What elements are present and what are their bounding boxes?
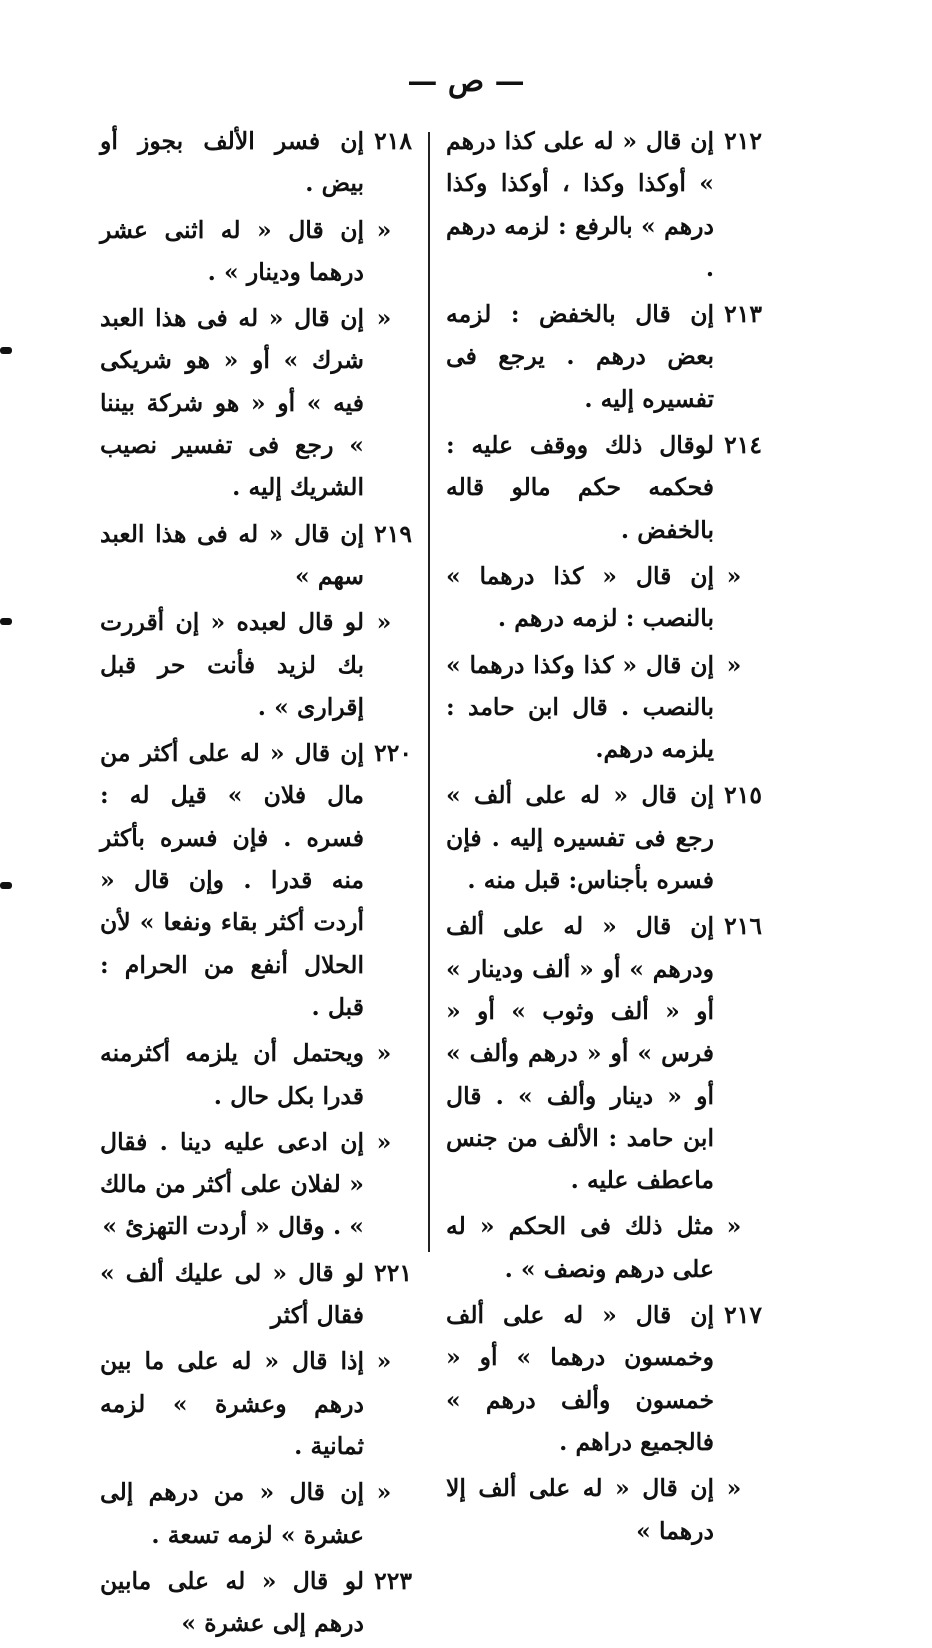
entry-text: إن قال « له فى هذا العبد سهم » bbox=[100, 519, 364, 590]
ditto-mark: « bbox=[376, 1478, 392, 1507]
entry-215 bbox=[446, 774, 762, 901]
entry-number: ٢١٢ bbox=[724, 127, 762, 155]
margin-mark bbox=[0, 882, 12, 889]
sub-entry bbox=[100, 297, 412, 508]
entry-219 bbox=[100, 513, 412, 598]
right-column bbox=[446, 120, 762, 1556]
entry-number: ٢١٦ bbox=[724, 912, 762, 941]
ditto-mark: « bbox=[376, 215, 392, 244]
entry-text: لو قال لعبده « إن أقررت بك لزيد فأنت حر قبل إقرارى » . bbox=[100, 608, 364, 721]
sub-entry bbox=[100, 1340, 412, 1467]
ditto-mark: « bbox=[726, 1212, 742, 1241]
sub-entry bbox=[446, 1467, 762, 1552]
entry-number: ٢١٣ bbox=[724, 300, 762, 329]
entry-number: ٢٢٣ bbox=[374, 1566, 412, 1595]
entry-text: إن قال « له على كذا درهم » أوكذا وكذا ، أوكذا وكذا درهم » بالرفع : لزمه درهم . bbox=[446, 127, 714, 282]
entry-text: لو قال « له على مابين درهم إلى عشرة » bbox=[100, 1566, 364, 1638]
ditto-mark: « bbox=[726, 1474, 742, 1503]
entry-220 bbox=[100, 732, 412, 1028]
entry-text: لو قال « لى عليك ألف » فقال أكثر bbox=[100, 1258, 364, 1330]
entry-214 bbox=[446, 424, 762, 551]
entry-221 bbox=[100, 1252, 412, 1337]
entry-text: إن ادعى عليه دينا . فقال « لفلان على أكثر من مالك » . وقال « أردت التهزئ » bbox=[100, 1127, 364, 1241]
entry-number: ٢٢١ bbox=[374, 1258, 412, 1287]
entry-213 bbox=[446, 293, 762, 420]
entry-text: إن قال « له على أكثر من مال فلان » قيل له : فسره . فإن فسره بأكثر منه قدرا . وإن قال « أردت أكثر بقاء ونفعا » لأن الحلال أنفع من الحرام : قبل . bbox=[100, 739, 364, 1021]
entry-number: ٢١٥ bbox=[724, 781, 762, 810]
margin-mark bbox=[0, 347, 12, 354]
entry-218 bbox=[100, 120, 412, 205]
entry-216 bbox=[446, 905, 762, 1201]
ditto-mark: « bbox=[726, 561, 742, 590]
sub-entry bbox=[446, 555, 762, 640]
page-header: — ص — bbox=[407, 64, 525, 99]
entry-text: إن قال « كذا وكذا درهما » بالنصب . قال ابن حامد : يلزمه درهم. bbox=[446, 650, 714, 764]
entry-text: إن قال « كذا درهما » بالنصب : لزمه درهم . bbox=[446, 561, 714, 633]
entry-text: إن قال « له اثنى عشر درهما ودينار » . bbox=[100, 215, 364, 286]
entry-223 bbox=[100, 1560, 412, 1645]
entry-text: إن قال « له على ألف » رجع فى تفسيره إليه . فإن فسره بأجناس: قبل منه . bbox=[446, 781, 714, 895]
entry-text: إن فسر الألف بجوز أو بيض . bbox=[100, 127, 364, 198]
entry-text: إن قال « له على ألف وخمسون درهما » أو « خمسون وألف درهم » فالجميع دراهم . bbox=[446, 1301, 714, 1456]
entry-212 bbox=[446, 120, 762, 289]
ditto-mark: « bbox=[376, 1347, 392, 1376]
sub-entry bbox=[100, 209, 412, 294]
sub-entry bbox=[100, 1121, 412, 1248]
margin-mark bbox=[0, 618, 12, 625]
sub-entry bbox=[100, 1032, 412, 1117]
entry-text: إن قال « من درهم إلى عشرة » لزمه تسعة . bbox=[100, 1478, 364, 1549]
left-column bbox=[100, 120, 412, 1648]
entry-text: إن قال « له فى هذا العبد شرك » أو « هو شريكى فيه » أو « هو شركة بيننا » رجع فى تفسير نصيب الشريك إليه . bbox=[100, 304, 364, 502]
ditto-mark: « bbox=[376, 1127, 392, 1156]
ditto-mark: « bbox=[376, 608, 392, 637]
entry-text: ويحتمل أن يلزمه أكثرمنه قدرا بكل حال . bbox=[100, 1039, 364, 1110]
entry-text: لوقال ذلك ووقف عليه : فحكمه حكم مالو قاله بالخفض . bbox=[446, 431, 714, 544]
column-divider bbox=[428, 132, 430, 1252]
sub-entry bbox=[100, 1471, 412, 1556]
entry-number: ٢١٧ bbox=[724, 1301, 762, 1330]
entry-text: مثل ذلك فى الحكم « له على درهم ونصف » . bbox=[446, 1212, 714, 1283]
ditto-mark: « bbox=[376, 304, 392, 333]
entry-text: إن قال بالخفض : لزمه بعض درهم . يرجع فى تفسيره إليه . bbox=[446, 300, 714, 413]
entry-number: ٢٢٠ bbox=[374, 739, 412, 768]
sub-entry bbox=[446, 1205, 762, 1290]
sub-entry bbox=[100, 601, 412, 728]
entry-text: إن قال « له على ألف إلا درهما » bbox=[446, 1474, 714, 1545]
ditto-mark: « bbox=[376, 1039, 392, 1068]
sub-entry bbox=[446, 644, 762, 771]
entry-number: ٢١٩ bbox=[374, 519, 412, 548]
entry-text: إن قال « له على ألف ودرهم » أو « ألف ودينار » أو « ألف وثوب » أو « فرس » أو « درهم وألف » أو « دينار وألف » . قال ابن حامد : الألف من جنس ماعطف عليه . bbox=[446, 912, 714, 1195]
entry-text: إذا قال « له على ما بين درهم وعشرة » لزمه ثمانية . bbox=[100, 1347, 364, 1460]
ditto-mark: « bbox=[726, 650, 742, 679]
entry-number: ٢١٨ bbox=[374, 127, 412, 155]
entry-number: ٢١٤ bbox=[724, 431, 762, 460]
entry-217 bbox=[446, 1294, 762, 1463]
